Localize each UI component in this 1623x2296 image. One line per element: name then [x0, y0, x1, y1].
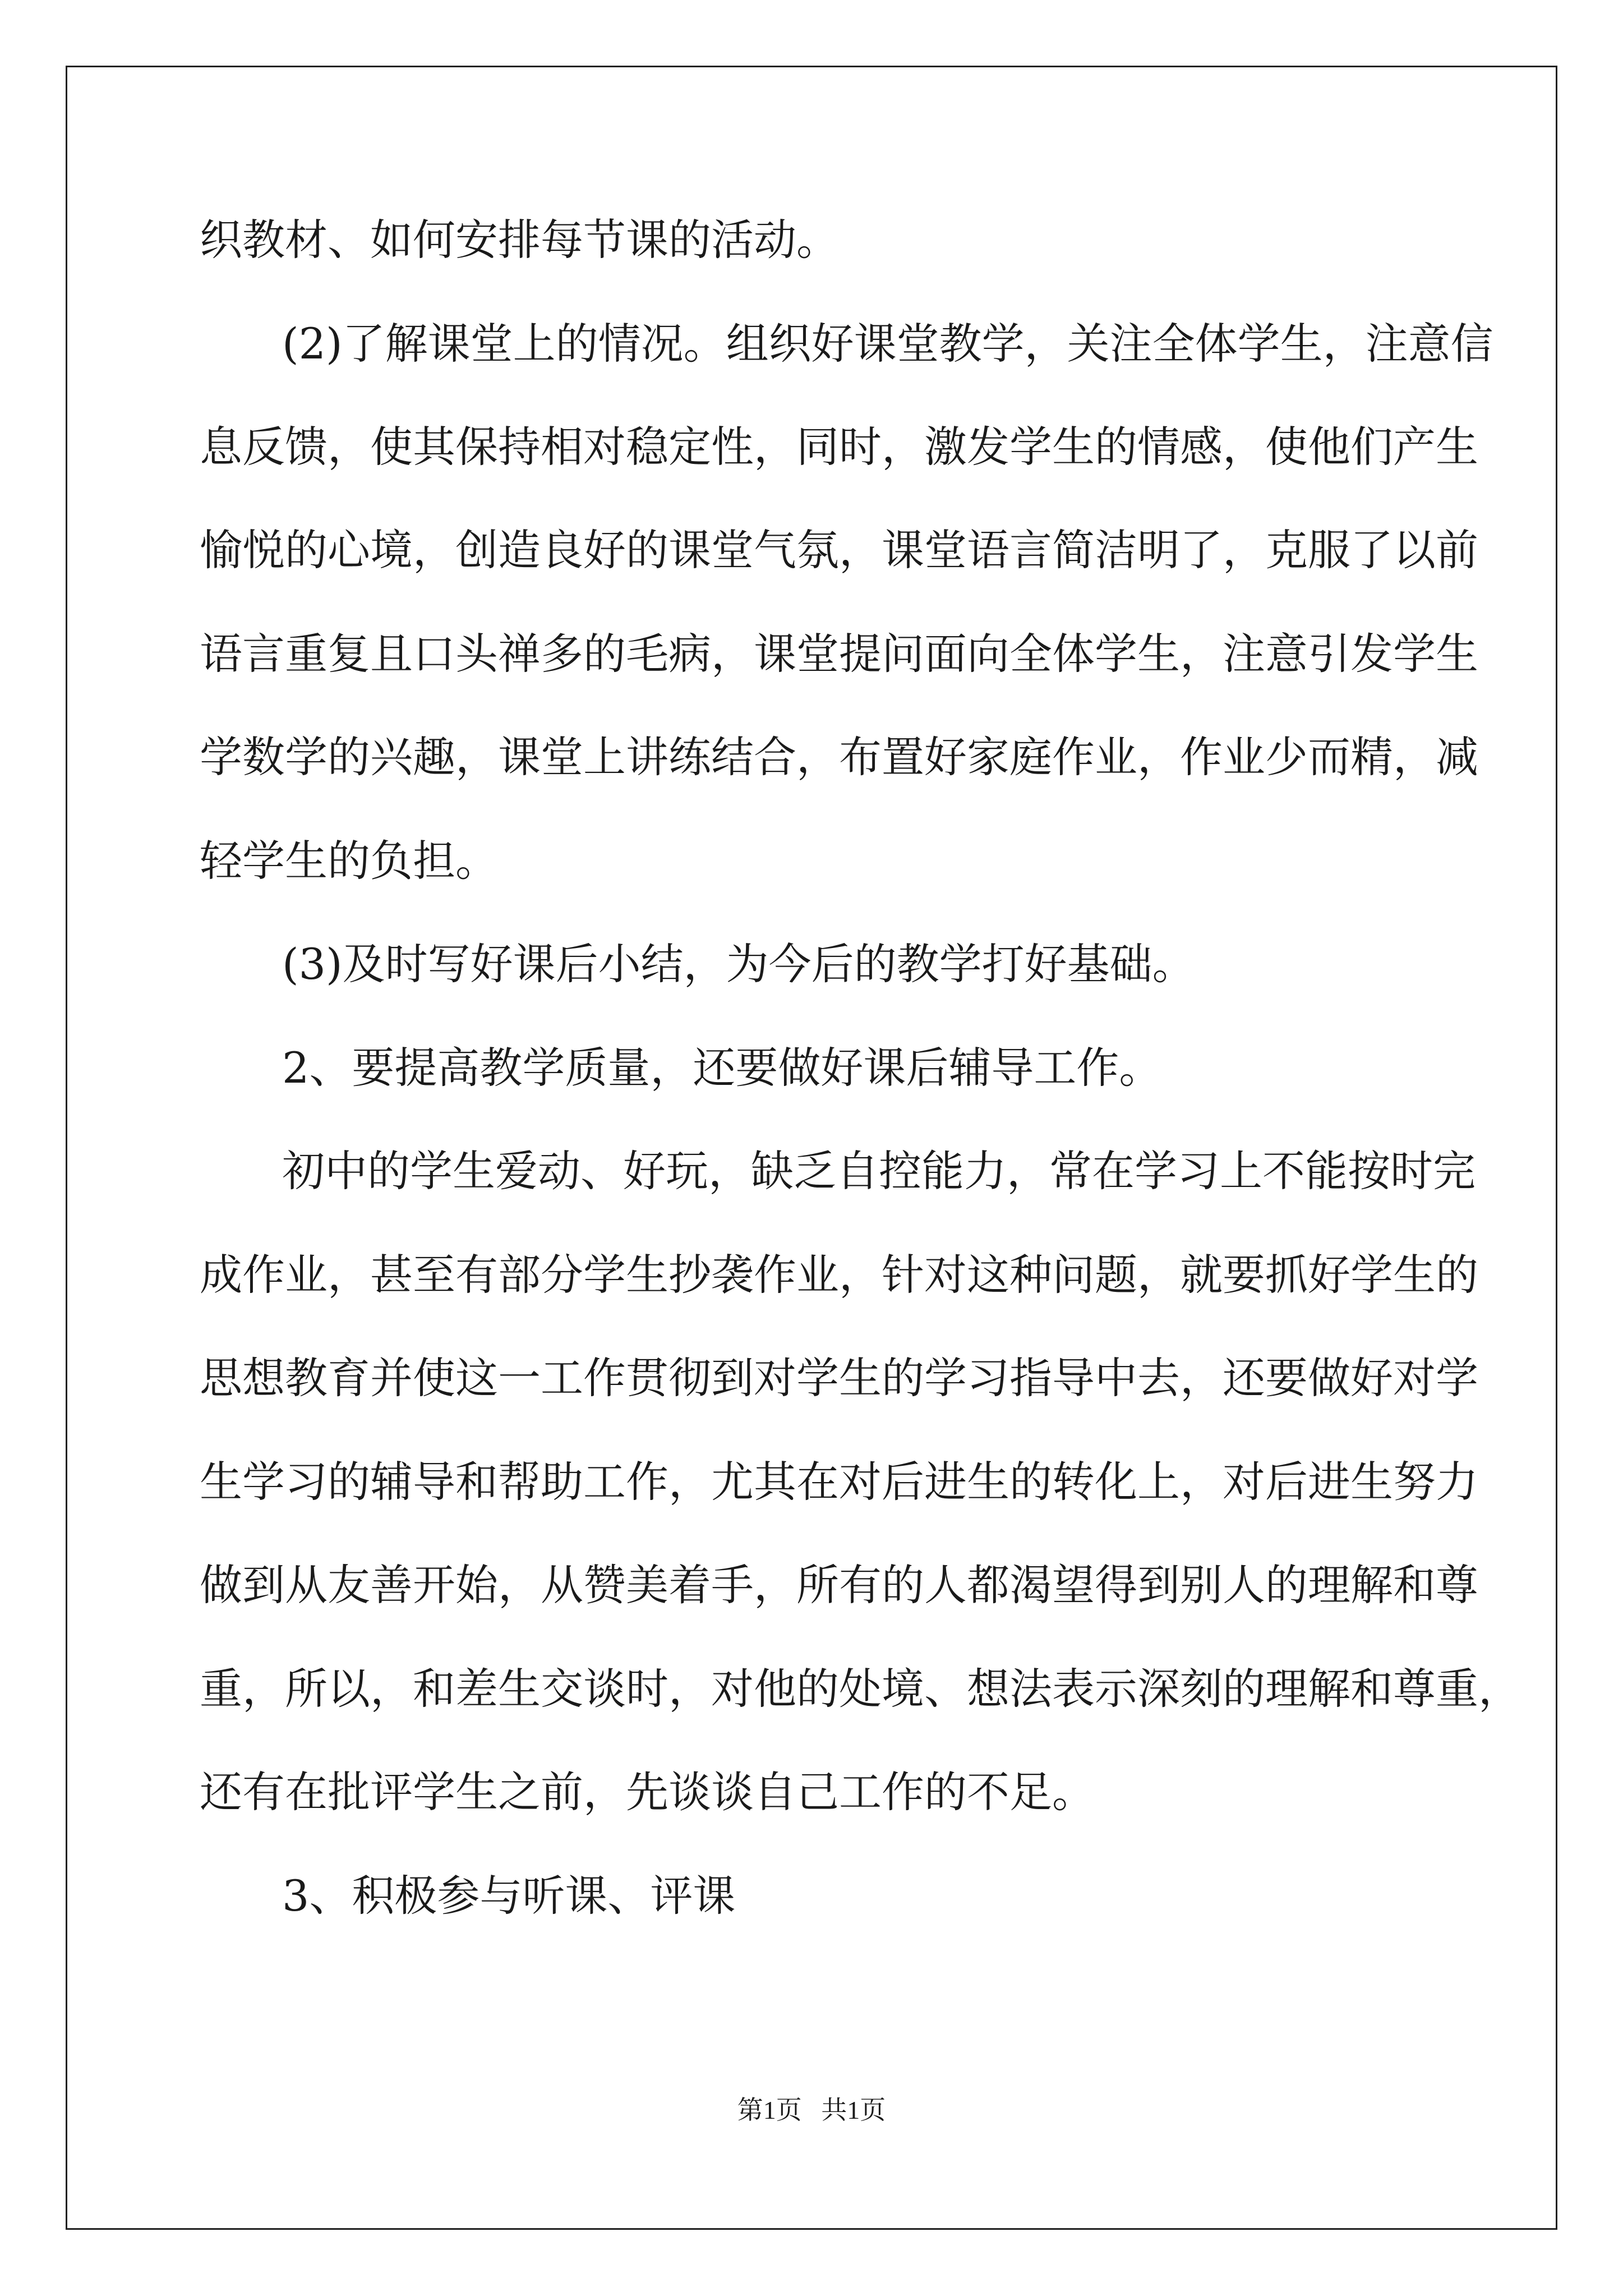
text-line: 语言重复且口头禅多的毛病，课堂提问面向全体学生，注意引发学生: [200, 629, 1478, 679]
page-footer: 第1页 共1页: [737, 2096, 886, 2124]
text-line: 3、积极参与听课、评课: [282, 1871, 736, 1921]
text-line: 愉悦的心境，创造良好的课堂气氛，课堂语言简洁明了，克服了以前: [200, 525, 1478, 575]
text-line: 思想教育并使这一工作贯彻到对学生的学习指导中去，还要做好对学: [200, 1353, 1478, 1403]
text-line: (3)及时写好课后小结，为今后的教学打好基础。: [282, 939, 1195, 989]
text-line: 还有在批评学生之前，先谈谈自己工作的不足。: [200, 1767, 1095, 1817]
text-line: 重，所以，和差生交谈时，对他的处境、想法表示深刻的理解和尊重，: [200, 1664, 1521, 1714]
text-line: (2)了解课堂上的情况。组织好课堂教学，关注全体学生，注意信: [282, 319, 1493, 369]
text-line: 初中的学生爱动、好玩，缺乏自控能力，常在学习上不能按时完: [282, 1146, 1476, 1196]
text-line: 2、要提高教学质量，还要做好课后辅导工作。: [282, 1043, 1162, 1093]
text-line: 学数学的兴趣，课堂上讲练结合，布置好家庭作业，作业少而精，减: [200, 732, 1478, 782]
text-line: 织教材、如何安排每节课的活动。: [200, 215, 839, 265]
text-line: 息反馈，使其保持相对稳定性，同时，激发学生的情感，使他们产生: [200, 422, 1478, 472]
text-line: 做到从友善开始，从赞美着手，所有的人都渴望得到别人的理解和尊: [200, 1560, 1478, 1610]
text-line: 轻学生的负担。: [200, 836, 498, 886]
text-line: 成作业，甚至有部分学生抄袭作业，针对这种问题，就要抓好学生的: [200, 1250, 1478, 1300]
text-line: 生学习的辅导和帮助工作，尤其在对后进生的转化上，对后进生努力: [200, 1457, 1478, 1507]
